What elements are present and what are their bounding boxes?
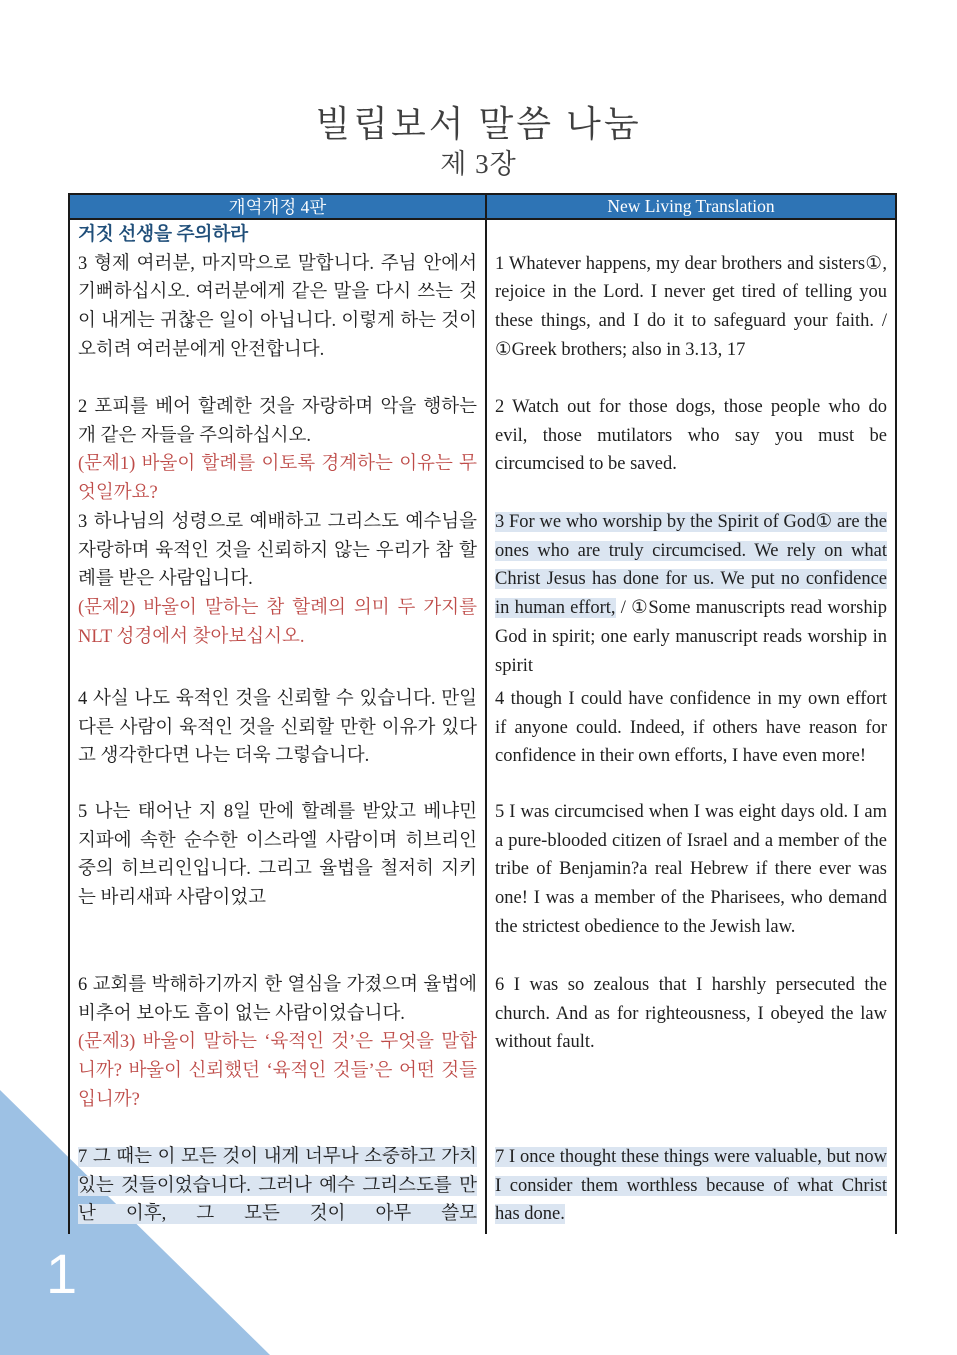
question-text: (문제1) 바울이 할례를 이토록 경계하는 이유는 무엇일까요? [78, 454, 477, 504]
verse-text: 2 Watch out for those dogs, those people who do evil, those mutilators who say you must be circumcised to be saved. [495, 397, 887, 475]
column-header-korean: 개역개정 4판 [228, 197, 327, 217]
verse-text: 3 하나님의 성령으로 예배하고 그리스도 예수님을 자랑하며 육적인 것을 신뢰하지 않는 우리가 참 할례를 받은 사람입니다. [78, 512, 477, 590]
table-header-row [70, 195, 895, 220]
verse-text [78, 1143, 477, 1229]
verse-text: 4 사실 나도 육적인 것을 신뢰할 수 있습니다. 만일 다른 사람이 육적인 것을 신뢰할 만한 이유가 있다고 생각한다면 나는 더욱 그렇습니다. [78, 689, 477, 767]
column-header-english: New Living Translation [485, 195, 895, 218]
korean-cell [70, 1142, 485, 1234]
verse-text: 5 나는 태어난 지 8일 만에 할례를 받았고 베냐민 지파에 속한 순수한 이스라엘 사람이며 히브리인 중의 히브리인입니다. 그리고 율법을 철저히 지키는 바리새파 사람이었고 [78, 802, 477, 909]
page-number: 1 [46, 1242, 78, 1305]
table-row [70, 797, 895, 970]
verse-text: 1 Whatever happens, my dear brothers and sisters①, rejoice in the Lord. I never get tired of telling you these things, and I do it to safeguard your faith. / ①Greek brothers; also in 3.13, 17 [495, 253, 887, 360]
english-cell [485, 220, 895, 392]
section-heading: 거짓 선생을 주의하라 [78, 225, 249, 245]
table-row [70, 970, 895, 1142]
verse-text: 5 I was circumcised when I was eight days old. I am a pure-blooded citizen of Israel and a member of the tribe of Benjamin?a real Hebrew if there ever was one! I was a member of the Pharisees, who demand the strictest obedience to the Jewish law. [495, 802, 887, 937]
english-cell [485, 970, 895, 1142]
korean-cell [70, 220, 485, 392]
page-title: 빌립보서 말씀 나눔 [315, 104, 642, 145]
question-text: (문제3) 바울이 말하는 ‘육적인 것’은 무엇을 말합니까? 바울이 신뢰했던 ‘육적인 것들’은 어떤 것들입니까? [78, 1032, 477, 1110]
footnote-text: / ①Some manuscripts read worship God in spirit; one early manuscript reads worship in spirit [495, 598, 887, 676]
korean-cell [70, 970, 485, 1142]
page-subtitle: 제 3장 [440, 149, 517, 180]
verse-text: 6 I was so zealous that I harshly persecuted the church. And as for righteousness, I obeyed the law without fault. [495, 975, 887, 1053]
korean-cell [70, 507, 485, 684]
english-cell [485, 507, 895, 684]
table-row [70, 220, 895, 392]
verse-text: 2 포피를 베어 할례한 것을 자랑하며 악을 행하는 개 같은 자들을 주의하십시오. [78, 397, 477, 446]
verse-text: 3 형제 여러분, 마지막으로 말합니다. 주님 안에서 기뻐하십시오. 여러분에게 같은 말을 다시 쓰는 것이 내게는 귀찮은 일이 아닙니다. 이렇게 하는 것이 오히려 여러분에게 안전합니다. [78, 253, 477, 360]
verse-text [495, 508, 887, 680]
korean-cell [70, 684, 485, 797]
highlighted-text: 7 그 때는 이 모든 것이 내게 너무나 소중하고 가치 있는 것들이었습니다. 그러나 예수 그리스도를 만난 이후, 그 모든 것이 아무 쓸모 [78, 1147, 477, 1225]
korean-cell [70, 797, 485, 970]
question-text: (문제2) 바울이 말하는 참 할례의 의미 두 가지를 NLT 성경에서 찾아보십시오. [78, 598, 477, 647]
highlighted-text: 7 I once thought these things were valuable, but now I consider them worthless because of what Christ has done. [495, 1147, 887, 1225]
table-row [70, 392, 895, 507]
table-row [70, 507, 895, 684]
verse-text [495, 1143, 887, 1229]
verse-text: 6 교회를 박해하기까지 한 열심을 가졌으며 율법에 비추어 보아도 흠이 없는 사람이었습니다. [78, 975, 477, 1024]
verse-text: 4 though I could have confidence in my own effort if anyone could. Indeed, if others have reason for confidence in their own efforts, I have even more! [495, 689, 887, 767]
table-row [70, 1142, 895, 1234]
english-cell [485, 1142, 895, 1234]
korean-cell [70, 392, 485, 507]
english-cell [485, 392, 895, 507]
highlighted-text: 3 For we who worship by the Spirit of God① are the ones who are truly circumcised. We rely on what Christ Jesus has done for us. We put no confidence in human effort, [495, 512, 887, 619]
english-cell [485, 797, 895, 970]
english-cell [485, 684, 895, 797]
table-row [70, 684, 895, 797]
translation-comparison-table [68, 193, 897, 1234]
